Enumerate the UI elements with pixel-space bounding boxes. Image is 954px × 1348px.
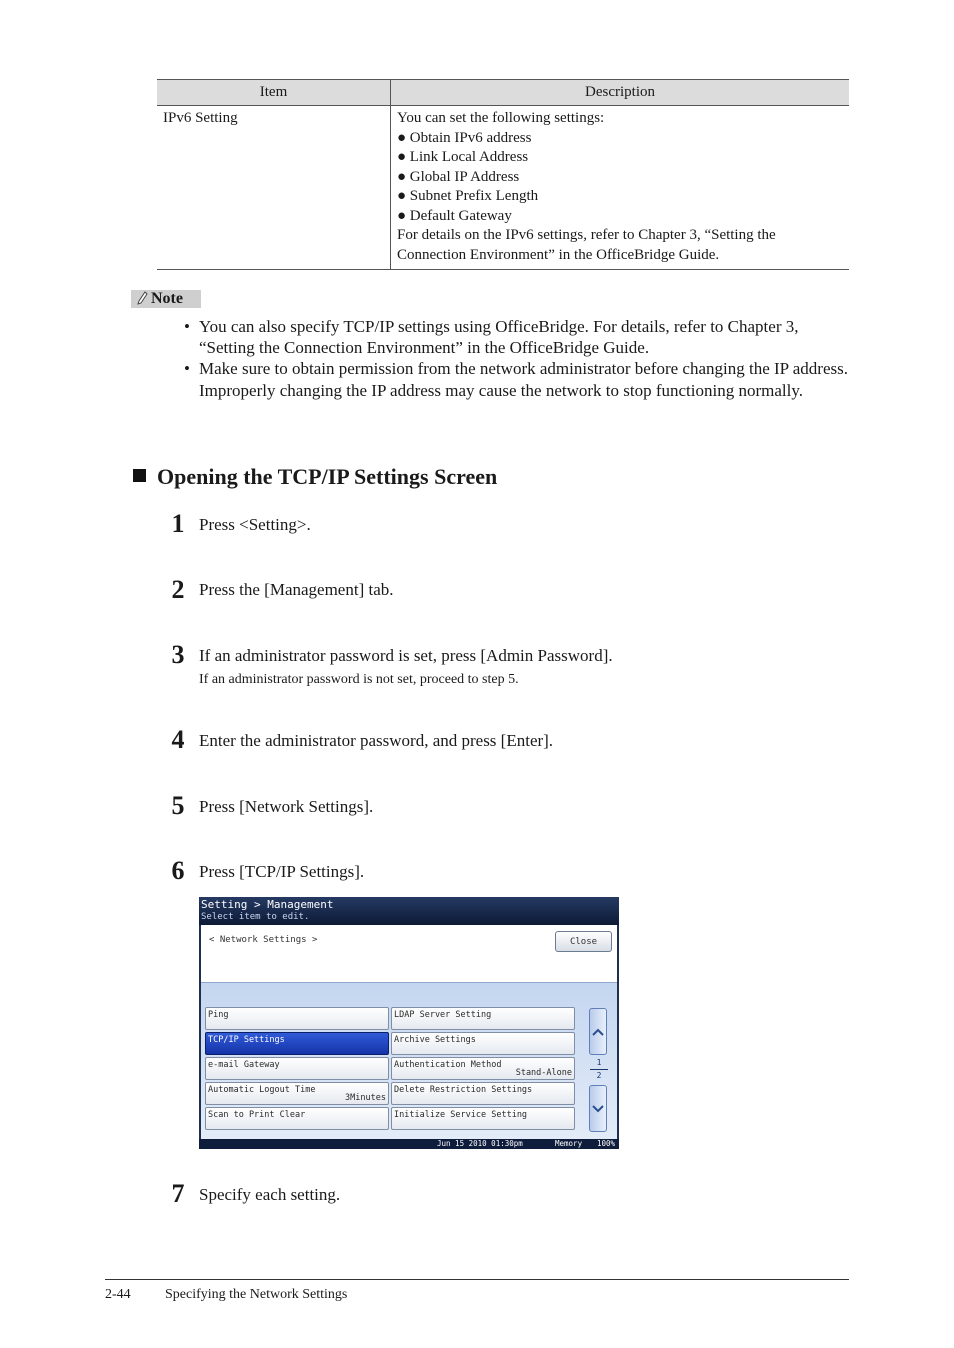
description-line: ● Default Gateway — [397, 207, 512, 224]
pencil-icon — [137, 291, 148, 310]
page-total: 2 — [596, 1071, 602, 1080]
step-number: 7 — [171, 1179, 185, 1208]
step-number: 2 — [171, 575, 185, 604]
description-line: ● Link Local Address — [397, 149, 529, 165]
email-gateway-button[interactable] — [205, 1057, 389, 1080]
button-label: Scan to Print Clear — [208, 1110, 306, 1120]
status-memory-label: Memory — [555, 1139, 583, 1148]
step-number: 3 — [171, 640, 185, 669]
settings-table — [157, 79, 849, 270]
page-divider — [590, 1069, 608, 1070]
button-label: TCP/IP Settings — [208, 1035, 285, 1045]
note-label — [131, 290, 201, 308]
step-number: 6 — [171, 856, 185, 885]
step-number: 4 — [171, 725, 185, 754]
automatic-logout-time-button[interactable] — [205, 1082, 389, 1105]
table-cell-item: IPv6 Setting — [157, 106, 391, 270]
step-text: Press [Network Settings]. — [199, 797, 374, 816]
screen-panel — [201, 925, 617, 1139]
section-heading — [133, 464, 497, 490]
tcpip-settings-button[interactable] — [205, 1032, 389, 1055]
note-label-text: Note — [151, 290, 183, 307]
step-number: 1 — [171, 509, 185, 538]
footer-page-number: 2-44 — [105, 1287, 131, 1302]
ping-button[interactable] — [205, 1007, 389, 1030]
column-header-description: Description — [391, 80, 850, 106]
status-memory-value: 100% — [597, 1139, 616, 1148]
step-text: Press [TCP/IP Settings]. — [199, 862, 365, 881]
note-list — [183, 316, 853, 401]
step-text: Enter the administrator password, and press [Enter]. — [199, 731, 554, 750]
description-line: ● Subnet Prefix Length — [397, 188, 539, 204]
delete-restriction-settings-button[interactable] — [391, 1082, 575, 1105]
breadcrumb-area — [201, 925, 617, 983]
step-text: If an administrator password is set, press [Admin Password]. — [199, 646, 613, 665]
button-label: Ping — [208, 1010, 229, 1020]
settings-grid — [201, 983, 617, 1139]
status-date: Jun 15 2010 01:30pm — [437, 1139, 523, 1148]
note-item: • You can also specify TCP/IP settings using OfficeBridge. For details, refer to Chapter 3, “Setting the Connection Environment” in the OfficeBridge Guide. — [183, 316, 853, 358]
description-line: ● Obtain IPv6 address — [397, 129, 532, 146]
description-line: You can set the following settings: — [397, 110, 605, 126]
authentication-method-button[interactable] — [391, 1057, 575, 1080]
step-number: 5 — [171, 791, 185, 820]
chevron-down-icon — [592, 1105, 604, 1113]
button-label: Archive Settings — [394, 1035, 476, 1045]
column-header-item: Item — [157, 80, 391, 106]
button-label: e-mail Gateway — [208, 1060, 280, 1070]
step-text: Press <Setting>. — [199, 515, 311, 534]
footer-divider — [105, 1279, 849, 1280]
table-header-row — [157, 80, 849, 106]
chevron-up-icon — [592, 1028, 604, 1036]
ldap-server-setting-button[interactable] — [391, 1007, 575, 1030]
screen-subtitle: Select item to edit. — [201, 912, 310, 922]
table-row — [157, 106, 849, 270]
button-label: LDAP Server Setting — [394, 1010, 492, 1020]
page-current: 1 — [596, 1058, 602, 1067]
step-text: Press the [Management] tab. — [199, 580, 394, 599]
scroll-down-button[interactable] — [589, 1085, 607, 1132]
device-screen — [199, 897, 619, 1149]
description-line: ● Global IP Address — [397, 168, 520, 185]
scroll-up-button[interactable] — [589, 1008, 607, 1055]
scan-to-print-clear-button[interactable] — [205, 1107, 389, 1130]
table-cell-description — [391, 106, 850, 270]
square-bullet-icon — [133, 469, 146, 482]
step-subtext: If an administrator password is not set, proceed to step 5. — [199, 672, 519, 687]
button-value: Stand-Alone — [515, 1068, 572, 1078]
button-label: Delete Restriction Settings — [394, 1085, 533, 1095]
initialize-service-setting-button[interactable] — [391, 1107, 575, 1130]
button-label: Automatic Logout Time — [208, 1085, 316, 1095]
button-label: Authentication Method — [394, 1060, 502, 1070]
breadcrumb: < Network Settings > — [209, 935, 318, 945]
footer-section-title: Specifying the Network Settings — [165, 1287, 348, 1302]
step-text: Specify each setting. — [199, 1185, 341, 1204]
description-line: For details on the IPv6 settings, refer to Chapter 3, “Setting the — [397, 227, 776, 243]
button-label: Initialize Service Setting — [394, 1110, 528, 1120]
section-heading-text: Opening the TCP/IP Settings Screen — [157, 464, 498, 489]
status-bar — [199, 1139, 619, 1149]
description-line: Connection Environment” in the OfficeBridge Guide. — [397, 246, 720, 263]
archive-settings-button[interactable] — [391, 1032, 575, 1055]
note-item: • Make sure to obtain permission from the network administrator before changing the IP address. Improperly changing the IP address may cause the network to stop functioning normally. — [183, 358, 853, 401]
button-value: 3Minutes — [345, 1093, 386, 1103]
screen-title: Setting > Management — [201, 898, 334, 911]
close-button[interactable]: Close — [555, 931, 612, 952]
